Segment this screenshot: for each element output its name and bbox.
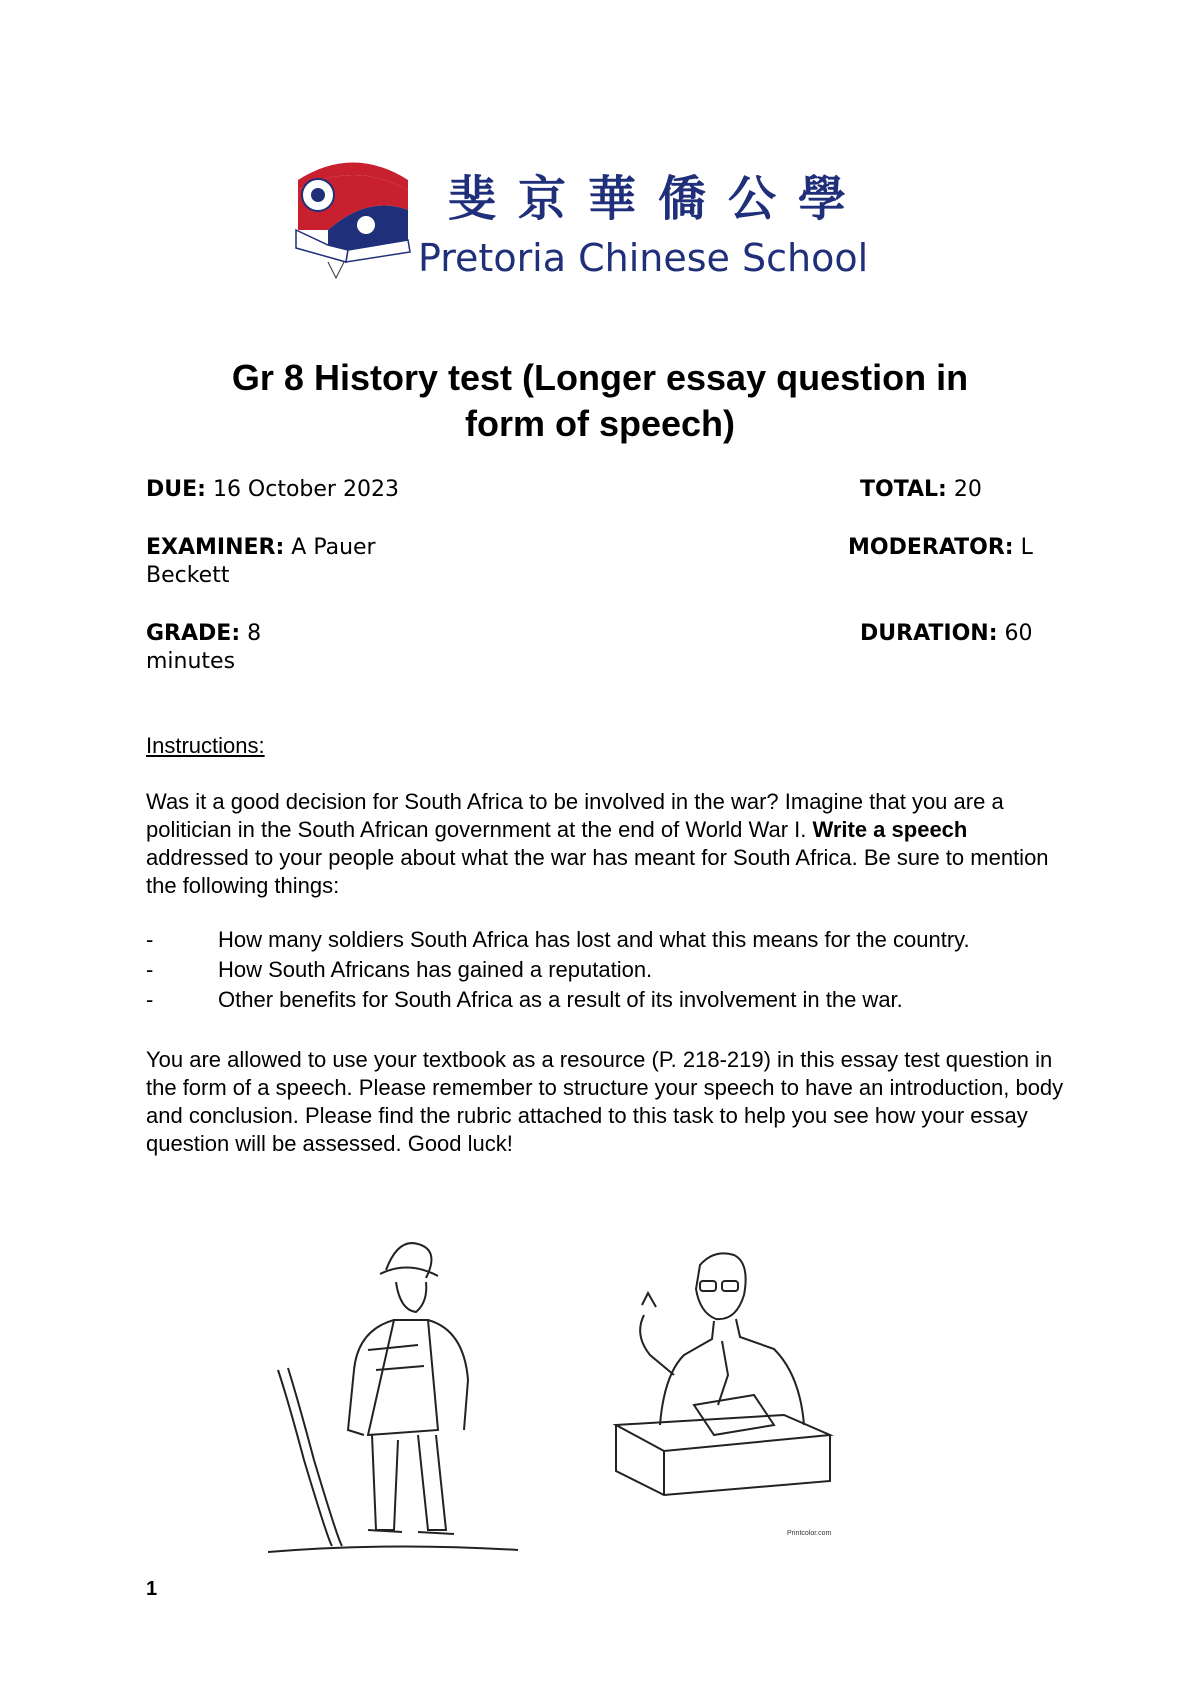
para1-part2: addressed to your people about what the war has meant for South Africa. Be sure to mention the following things: — [146, 845, 1049, 898]
examiner-label: EXAMINER: — [146, 535, 285, 560]
moderator-label: MODERATOR: — [848, 535, 1014, 560]
moderator-value: L — [1013, 535, 1033, 560]
due-label: DUE: — [146, 477, 206, 502]
illustration-credit: Printcolor.com — [787, 1530, 832, 1537]
school-name-english: Pretoria Chinese School — [418, 236, 869, 280]
grade-value: 8 — [240, 621, 262, 646]
duration-value: 60 — [997, 621, 1033, 646]
total-label: TOTAL: — [860, 477, 947, 502]
examiner-field — [146, 534, 376, 590]
page-number: 1 — [146, 1578, 158, 1600]
total-value: 20 — [946, 477, 982, 502]
list-item: - How South Africans has gained a reputation. — [146, 957, 653, 982]
title-line-2: form of speech) — [464, 403, 736, 444]
duration-unit: minutes — [146, 649, 236, 674]
due-value: 16 October 2023 — [205, 477, 399, 502]
grade-field — [146, 620, 261, 676]
page-title — [150, 355, 1050, 447]
school-name-chinese: 斐京華僑公學 — [448, 171, 869, 227]
instructions-paragraph-2: You are allowed to use your textbook as a resource (P. 218-219) in this essay test question in the form of a speech. Please remember to structure your speech to have an introduction, body and conclusion. Please find the rubric attached to this task to help you see how your essay question will be assessed. Good luck! — [146, 1047, 1064, 1156]
requirements-list — [146, 926, 1086, 1016]
title-line-1: Gr 8 History test (Longer essay question in — [231, 357, 969, 398]
politician-illustration-icon — [604, 1245, 854, 1515]
grade-label: GRADE: — [146, 621, 241, 646]
examiner-value-cont: Beckett — [146, 563, 230, 588]
examiner-value: A Pauer — [284, 535, 376, 560]
school-crest-icon — [288, 150, 418, 285]
duration-label: DURATION: — [860, 621, 998, 646]
due-field — [146, 476, 399, 504]
para1-part1: Was it a good decision for South Africa to be involved in the war? Imagine that you are a politician in the South African government at the end of World War I. — [146, 789, 1004, 842]
total-field — [860, 476, 982, 504]
instructions-label: Instructions: — [146, 733, 265, 758]
soldier-illustration-icon — [268, 1230, 518, 1560]
list-item: - How many soldiers South Africa has lost and what this means for the country. — [146, 927, 970, 952]
school-logo — [288, 150, 908, 290]
moderator-field — [848, 534, 1033, 562]
para1-bold: Write a speech — [812, 817, 968, 842]
duration-field — [860, 620, 1033, 648]
list-item: - Other benefits for South Africa as a result of its involvement in the war. — [146, 987, 903, 1012]
instructions-paragraph-1 — [146, 788, 1066, 900]
